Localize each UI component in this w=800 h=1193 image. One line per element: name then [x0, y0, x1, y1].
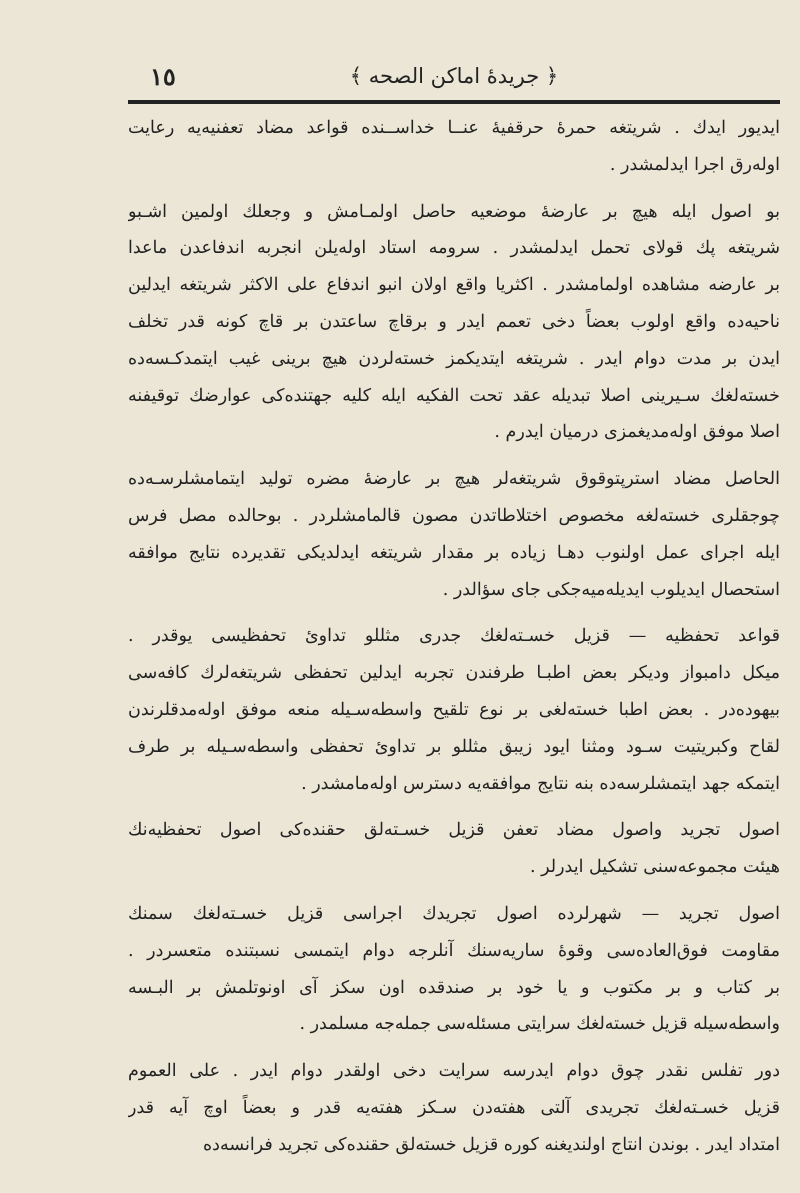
paragraph: [128, 461, 780, 608]
text-line: ايله اجراى عمل اولنوب دهـا زياده بر مقدار شريتغه ايدلديكى تقديرده نتايج موافقه: [128, 542, 780, 563]
text-line: قواعد تحفظيه — قزيل خسـته‌لغك جدرى مثللو تداوئ تحفظيسى يوقدر .: [128, 626, 780, 647]
paragraph: [128, 194, 780, 452]
text-line: بر كتاب و بر مكتوب و يا خود بر صندقده اون سكز آى اونوتلمش بر البـسه: [128, 977, 780, 998]
text-line: لقاح وكبريتيت سـود ومثنا ايود زيبق مثللو بر تداوئ تحفظى واسطه‌سـيله بر طرف: [128, 736, 780, 757]
text-line: اصول تجريد واصول مضاد تعفن قزيل خسـته‌لق حقنده‌كى اصول تحفظيه‌نك: [128, 820, 780, 841]
header-rule: [128, 100, 780, 104]
text-line: شريتغه پك قولاى تحمل ايدلمشدر . سرومه استاد اوله‌يلن انجربه اندفاعدن ماعدا: [128, 238, 780, 259]
text-line: خسته‌لغك سـيرينى اصلا تبديله عقد تحت الفكيه ايله كليه جهتنده‌كى عوارضك توقيفنه: [128, 385, 780, 406]
text-line: مقاومت فوق‌العاده‌سى وقوهٔ ساريه‌سنك آنلرجه دوام ايتمسى نسبتنده متعسردر .: [128, 940, 780, 961]
text-line: بيهوده‌در . بعض اطبا خسته‌لغى بر نوع تلقيح واسطه‌سـيله منعه موفق اوله‌مدقلرندن: [128, 699, 780, 720]
text-line: استحصال ايديلوب ايديله‌ميه‌جكى جاى سؤالدر .: [442, 579, 780, 600]
text-line: اوله‌رق اجرا ايدلمشدر .: [609, 154, 780, 175]
text-line: الحاصل مضاد استرپتوقوق شريتغه‌لر هيچ بر عارضهٔ مضره توليد ايتمامشلرسـه‌ده: [128, 469, 780, 490]
text-line: ناحيه‌ده واقع اولوب بعضاً دخى تعمم ايدر و برقاچ ساعتدن بر قاچ كونه قدر تخلف: [128, 311, 780, 332]
text-line: بو اصول ايله هيچ بر عارضهٔ موضعيه حاصل اولمـامش و وجعلك اولمين اشـبو: [128, 201, 780, 222]
text-line: بر عارضه مشاهده اولمامشدر . اكثريا واقع اولان انبو اندفاع على الاكثر شريتغه ايدلين: [128, 275, 780, 296]
text-line: اصول تجريد — شهرلرده اصول تجريدك اجراسى قزيل خسـته‌لغك سمنك: [128, 903, 780, 924]
paragraph: [128, 618, 780, 802]
text-line: ايديور ايدك . شريتغه حمرهٔ حرقفيهٔ عنــا خداســنده قواعد مضاد تعفنيه‌يه رعايت: [128, 118, 780, 138]
paragraph: [128, 896, 780, 1043]
text-line: هيئت مجموعه‌سنى تشكيل ايدرلر .: [529, 857, 780, 878]
text-line: ميكل دامبواز وديكر بعض اطبـا طرفندن تجربه ايدلين تحفظى شريتغه‌لرك كافه‌سى: [128, 663, 780, 684]
text-line: واسطه‌سيله قزيل خسته‌لغك سرايتى مسئله‌سى جمله‌جه مسلمدر .: [299, 1014, 780, 1035]
text-line: اصلا موفق اوله‌مديغمزى درميان ايدرم .: [494, 422, 780, 443]
text-line: دور تفلس نقدر چوق دوام ايدرسه سرايت دخى اولقدر دوام ايدر . على العموم: [128, 1061, 780, 1082]
text-line: ايتمكه جهد ايتمشلرسه‌ده بنه نتايج موافقه‌يه دسترس اوله‌مامشدر .: [301, 773, 780, 794]
body-text: [128, 110, 780, 1174]
page-number: ١٥: [150, 62, 176, 91]
text-line: قزيل خسـته‌لغك تجريدى آلتى هفته‌دن سـكز هفته‌يه قدر و بعضاً اوچ آيه قدر: [128, 1097, 780, 1118]
text-line: امتداد ايدر . بوندن انتاج اولنديغنه كوره قزيل خسته‌لق حقنده‌كى تجريد فرانسه‌ده: [203, 1134, 780, 1155]
journal-title: ﴿ جريدهٔ اماكن الصحه ﴾: [349, 64, 559, 88]
running-header: [128, 60, 780, 100]
paragraph: [128, 1053, 780, 1163]
paragraph: [128, 812, 780, 886]
text-line: ايدن بر مدت دوام ايدر . شريتغه ايتديكمز خسته‌لردن هيچ برينى غيب ايتمدكـسه‌ده: [128, 348, 780, 369]
paragraph: [128, 110, 780, 184]
text-line: چوجقلرى خسته‌لغه مخصوص اختلاطاتدن مصون قالمامشلردر . بوحالده مصل فرس: [128, 505, 780, 526]
